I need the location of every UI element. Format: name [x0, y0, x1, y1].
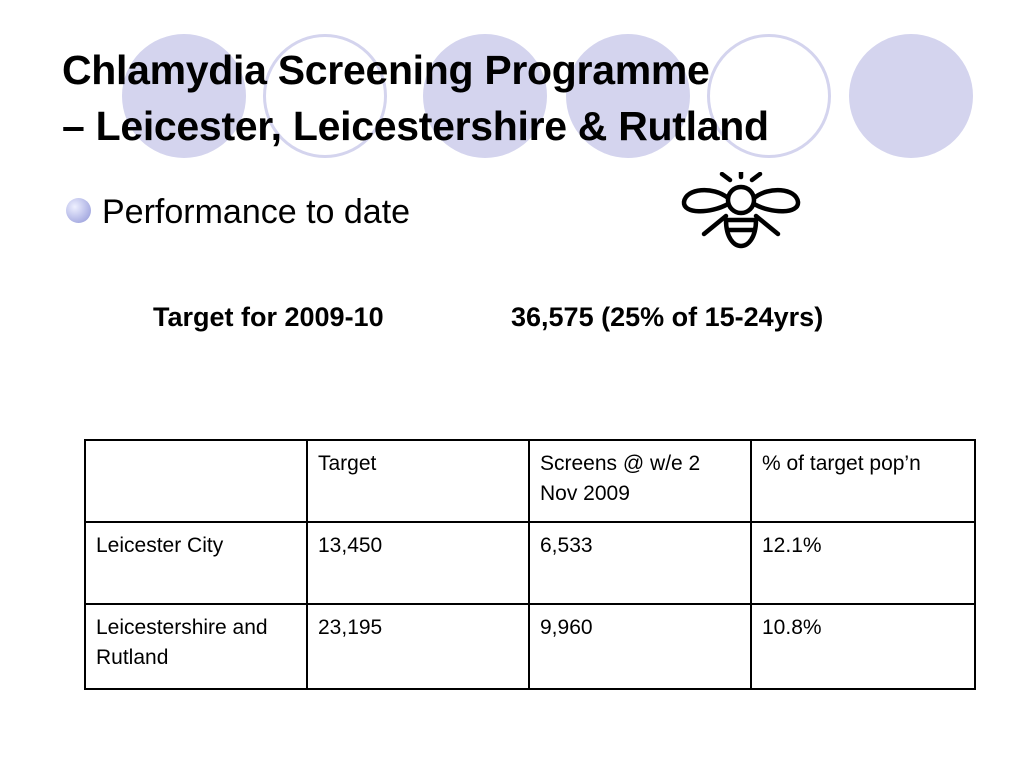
performance-table [84, 439, 976, 690]
table-cell: Leicestershire and Rutland [85, 604, 307, 689]
table-row [85, 522, 975, 604]
title-line-2: – Leicester, Leicestershire & Rutland [62, 103, 769, 149]
bee-icon [678, 172, 808, 254]
table-header-cell: Screens @ w/e 2 Nov 2009 [529, 440, 751, 522]
table-header-cell: Target [307, 440, 529, 522]
table-header-cell: % of target pop’n [751, 440, 975, 522]
bullet-dot-icon [66, 198, 91, 223]
table-cell: 6,533 [529, 522, 751, 604]
table-cell: Leicester City [85, 522, 307, 604]
table-cell: 12.1% [751, 522, 975, 604]
table-header-cell [85, 440, 307, 522]
title-line-1: Chlamydia Screening Programme [62, 47, 710, 93]
table-header-row [85, 440, 975, 522]
table-cell: 9,960 [529, 604, 751, 689]
table-cell: 23,195 [307, 604, 529, 689]
target-label: Target for 2009-10 [153, 302, 384, 332]
target-value: 36,575 (25% of 15-24yrs) [511, 302, 824, 332]
table-row [85, 604, 975, 689]
bullet-text: Performance to date [102, 193, 411, 231]
slide-title [62, 42, 769, 154]
table-cell: 13,450 [307, 522, 529, 604]
decorative-circle [849, 34, 973, 158]
table-cell: 10.8% [751, 604, 975, 689]
